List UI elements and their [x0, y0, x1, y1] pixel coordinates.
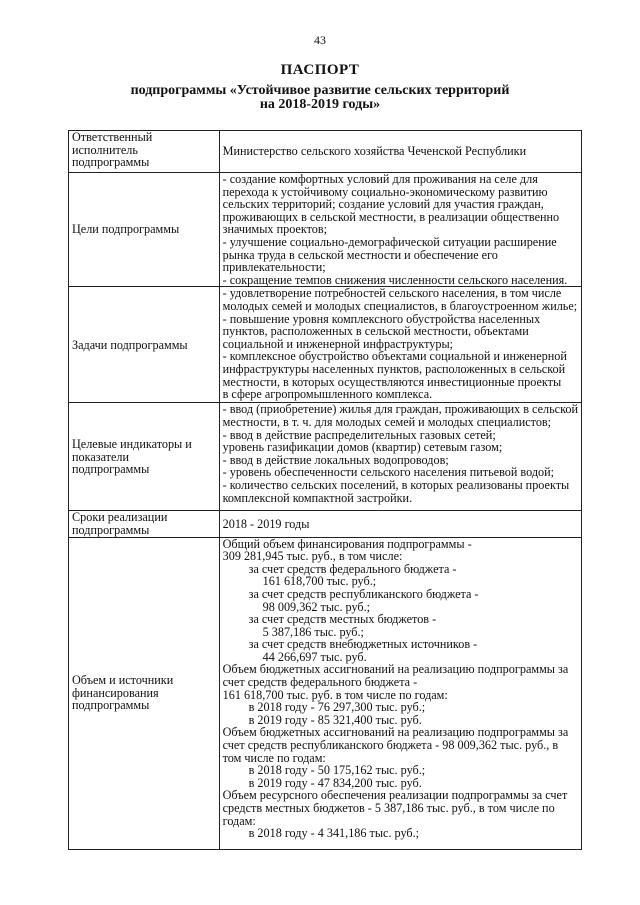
row-value-line: средств местных бюджетов - 5 387,186 тыс. руб., в том числе по	[222, 801, 555, 815]
subtitle-line: на 2018-2019 годы»	[259, 97, 381, 112]
row-value-line: в сфере агропромышленного комплекса.	[222, 387, 433, 402]
table-row	[69, 173, 582, 287]
row-value-line: - удовлетворение потребностей сельского населения, в том числе	[222, 286, 562, 301]
row-value-line: уровень газификации домов (квартир) сетевым газом;	[222, 440, 503, 455]
row-value-line: - ввод (приобретение) жилья для граждан, проживающих в сельской	[222, 402, 578, 417]
table-row	[69, 511, 582, 537]
row-label-line: финансирования	[72, 685, 159, 700]
table-row	[69, 403, 582, 511]
row-value-line: счет средств федерального бюджета -	[222, 675, 418, 690]
row-value-line: 98 009,362 тыс. руб.;	[262, 599, 371, 614]
row-label-line: показатели	[72, 449, 130, 464]
row-value-line: за счет средств внебюджетных источников -	[248, 637, 478, 652]
row-value-line: том числе по годам:	[222, 750, 326, 765]
row-label-cell	[69, 287, 220, 403]
row-value-line: - повышение уровня комплексного обустройства населенных	[222, 311, 541, 326]
row-value-cell	[219, 173, 581, 287]
page-number: 43	[314, 33, 326, 47]
row-value-line: - уровень обеспеченности сельского населения питьевой водой;	[222, 465, 555, 480]
row-value-line: - улучшение социально-демографической ситуации расширение	[222, 234, 557, 249]
row-value-line: 161 618,700 тыс. руб.;	[262, 574, 377, 589]
row-value-cell	[219, 403, 581, 511]
row-label-cell	[69, 403, 220, 511]
row-value-line: в 2018 году - 76 297,300 тыс. руб.;	[248, 700, 426, 715]
passport-table	[68, 130, 582, 850]
row-value-line: в 2019 году - 47 834,200 тыс. руб.	[248, 775, 422, 790]
row-value-line: молодых семей и молодых специалистов, в благоустроенном жилье;	[222, 298, 578, 313]
row-value-line: за счет средств федерального бюджета -	[248, 561, 457, 576]
row-value-line: в 2018 году - 4 341,186 тыс. руб.;	[248, 826, 420, 841]
row-value-line: - создание комфортных условий для проживания на селе для	[222, 172, 538, 186]
row-value-line: перехода к устойчивому социально-экономическому развитию	[222, 184, 548, 199]
row-value-line: - сокращение темпов снижения численности сельского населения.	[222, 272, 568, 287]
row-value-line: комплексной компактной застройки.	[222, 490, 413, 505]
row-label-line: Целевые индикаторы и	[72, 436, 192, 451]
row-value-line: инфраструктуры населенных пунктов, расположенных в сельской	[222, 361, 566, 376]
row-value-line: - ввод в действие распределительных газовых сетей;	[222, 427, 496, 442]
row-value-line: 5 387,186 тыс. руб.;	[262, 624, 364, 639]
row-value-cell	[219, 287, 581, 403]
row-label-line: подпрограммы	[72, 698, 150, 713]
row-value-line: Объем бюджетных ассигнований на реализацию подпрограммы за	[222, 725, 569, 740]
row-value-line: 44 266,697 тыс. руб.	[262, 649, 367, 664]
row-value-line: счет средств республиканского бюджета - 98 009,362 тыс. руб., в	[222, 738, 559, 753]
row-value-line: 309 281,945 тыс. руб., в том числе:	[222, 549, 403, 564]
row-value-cell	[219, 537, 581, 849]
row-label-line: подпрограммы	[72, 522, 150, 537]
row-value-line: 2018 - 2019 годы	[222, 516, 310, 531]
table-row	[69, 287, 582, 403]
row-value-cell	[219, 131, 581, 173]
row-label-cell	[69, 537, 220, 849]
row-label-cell	[69, 511, 220, 537]
row-value-line: привлекательности;	[222, 260, 326, 275]
row-value-line: сельских территорий; создание условий для участия граждан,	[222, 197, 544, 212]
row-label-line: Цели подпрограммы	[72, 222, 180, 237]
row-value-line: в 2019 году - 85 321,400 тыс. руб.	[248, 712, 422, 727]
row-value-line: местности, в которых осуществляются инвестиционные проекты	[222, 374, 562, 389]
row-label-line: Сроки реализации	[72, 510, 168, 525]
row-value-line: в 2018 году - 50 175,162 тыс. руб.;	[248, 763, 426, 778]
row-value-line: местности, в т. ч. для молодых семей и молодых специалистов;	[222, 414, 552, 429]
subtitle-line: подпрограммы «Устойчивое развитие сельских территорий	[130, 83, 510, 98]
row-value-line: Объем ресурсного обеспечения реализации подпрограммы за счет	[222, 788, 568, 803]
row-value-line: 161 618,700 тыс. руб. в том числе по годам:	[222, 687, 448, 702]
row-value-line: Общий объем финансирования подпрограммы -	[222, 536, 472, 551]
row-value-cell	[219, 511, 581, 537]
row-label-line: подпрограммы	[72, 462, 150, 477]
row-value-line: проживающих в сельской местности, в реализации общественно	[222, 209, 560, 224]
row-label-line: Ответственный	[72, 130, 153, 144]
row-value-line: пунктов, расположенных в сельской местности, объектами	[222, 324, 529, 339]
row-value-line: за счет средств республиканского бюджета -	[248, 586, 479, 601]
row-label-line: исполнитель	[72, 142, 138, 157]
row-value-line: значимых проектов;	[222, 222, 328, 237]
row-label-cell	[69, 173, 220, 287]
table-row	[69, 131, 582, 173]
document-title: ПАСПОРТ	[280, 62, 360, 78]
row-value-line: за счет средств местных бюджетов -	[248, 612, 437, 627]
row-value-line: - количество сельских поселений, в которых реализованы проекты	[222, 477, 570, 492]
row-label-line: Объем и источники	[72, 673, 174, 688]
document-subtitle	[0, 84, 640, 112]
row-value-line: Объем бюджетных ассигнований на реализацию подпрограммы за	[222, 662, 569, 677]
row-value-line: - ввод в действие локальных водопроводов;	[222, 452, 449, 467]
row-value-line: - комплексное обустройство объектами социальной и инженерной	[222, 349, 567, 364]
row-label-cell	[69, 131, 220, 173]
row-value-line: Министерство сельского хозяйства Чеченской Республики	[222, 144, 527, 159]
row-label-line: Задачи подпрограммы	[72, 337, 188, 352]
row-value-line: рынка труда в сельской местности и обеспечение его	[222, 247, 498, 262]
row-label-line: подпрограммы	[72, 155, 150, 170]
table-row	[69, 537, 582, 849]
row-value-line: социальной и инженерной инфраструктуры;	[222, 336, 454, 351]
row-value-line: годам:	[222, 813, 256, 828]
